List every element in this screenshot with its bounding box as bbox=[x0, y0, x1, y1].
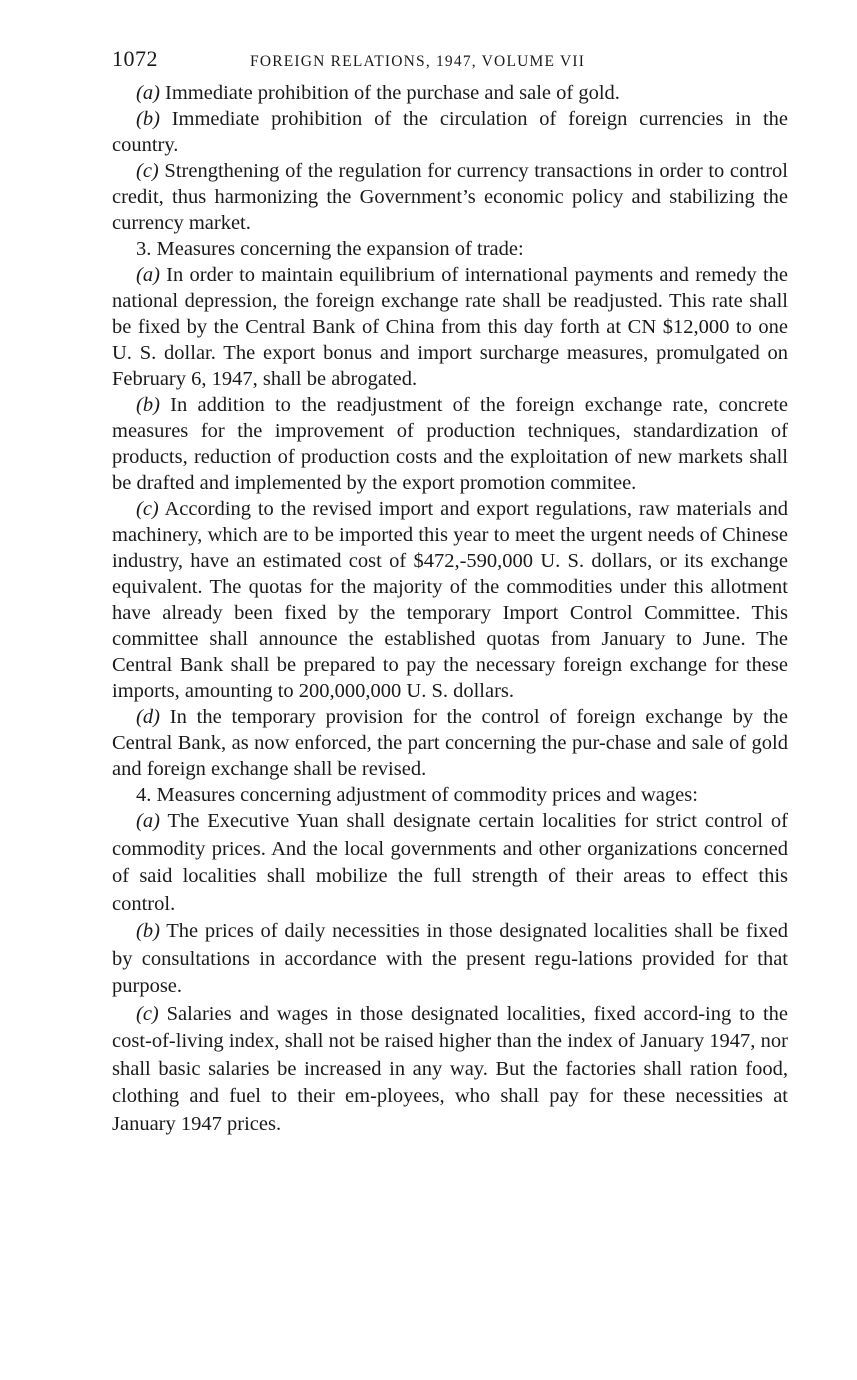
paragraph-text: The Executive Yuan shall designate certain localities for strict control of commodity prices. And the local governments and other organizations concerned of said localities shall mobilize the full strength of their areas to effect this control. bbox=[112, 810, 788, 915]
page-header bbox=[112, 46, 788, 80]
paragraph-text: Immediate prohibition of the purchase and sale of gold. bbox=[159, 82, 620, 104]
paragraph-3b-production bbox=[112, 392, 788, 496]
body-text bbox=[112, 80, 788, 1138]
paragraph-3d-provision bbox=[112, 704, 788, 782]
item-label: (b) bbox=[136, 394, 160, 416]
paragraph-text: In the temporary provision for the control of foreign exchange by the Central Bank, as now enforced, the part concerning the pur-chase and sale of gold and foreign exchange shall be revised. bbox=[112, 706, 788, 780]
paragraph-4c-salaries-wages bbox=[112, 1001, 788, 1139]
item-label: (c) bbox=[136, 498, 159, 520]
document-page bbox=[112, 46, 788, 1138]
section-4-heading bbox=[112, 782, 788, 808]
item-label: (b) bbox=[136, 920, 160, 942]
item-label: (c) bbox=[136, 160, 159, 182]
paragraph-2b-foreign-currencies bbox=[112, 106, 788, 158]
paragraph-text: In order to maintain equilibrium of international payments and remedy the national depression, the foreign exchange rate shall be readjusted. This rate shall be fixed by the Central Bank of China from this day forth at CN $12,000 to one U. S. dollar. The export bonus and import surcharge measures, promulgated on February 6, 1947, shall be abrogated. bbox=[112, 264, 788, 390]
section-3-heading bbox=[112, 236, 788, 262]
page-number: 1072 bbox=[112, 46, 158, 71]
item-label: (b) bbox=[136, 108, 160, 130]
item-label: (a) bbox=[136, 810, 160, 832]
paragraph-2c-currency-regulation bbox=[112, 158, 788, 236]
paragraph-text: Strengthening of the regulation for currency transactions in order to control credit, thus harmonizing the Government’s economic policy and stabilizing the currency market. bbox=[112, 160, 788, 234]
paragraph-4b-daily-necessities bbox=[112, 918, 788, 1001]
item-label: (c) bbox=[136, 1002, 159, 1025]
item-label: (d) bbox=[136, 706, 160, 728]
paragraph-text: Immediate prohibition of the circulation of foreign currencies in the country. bbox=[112, 108, 788, 156]
paragraph-text: Salaries and wages in those designated localities, fixed accord-ing to the cost-of-living index, shall not be raised higher than the index of January 1947, nor shall basic salaries be increased in any way. But the factories shall ration food, clothing and fuel to their em-ployees, who shall pay for these necessities at January 1947 prices. bbox=[112, 1002, 788, 1135]
running-title: FOREIGN RELATIONS, 1947, VOLUME VII bbox=[250, 53, 586, 70]
item-label: (a) bbox=[136, 264, 160, 286]
paragraph-text: In addition to the readjustment of the foreign exchange rate, concrete measures for the improvement of production techniques, standardization of products, reduction of production costs and the exploitation of new markets shall be drafted and implemented by the export promotion commitee. bbox=[112, 394, 788, 494]
paragraph-text: According to the revised import and export regulations, raw materials and machinery, which are to be imported this year to meet the urgent needs of Chinese industry, have an estimated cost of $472,-590,000 U. S. dollars, or its exchange equivalent. The quotas for the majority of the commodities under this allotment have already been fixed by the temporary Import Control Committee. This committee shall announce the established quotas from January to June. The Central Bank shall be prepared to pay the necessary foreign exchange for these imports, amounting to 200,000,000 U. S. dollars. bbox=[112, 498, 788, 702]
paragraph-text: 3. Measures concerning the expansion of trade: bbox=[136, 238, 524, 260]
paragraph-3c-imports bbox=[112, 496, 788, 704]
paragraph-3a-exchange-rate bbox=[112, 262, 788, 392]
paragraph-text: 4. Measures concerning adjustment of commodity prices and wages: bbox=[136, 784, 698, 806]
paragraph-4a-price-control bbox=[112, 808, 788, 918]
item-label: (a) bbox=[136, 82, 160, 104]
paragraph-2a-gold bbox=[112, 80, 788, 106]
paragraph-text: The prices of daily necessities in those designated localities shall be fixed by consultations in accordance with the present regu-lations provided for that purpose. bbox=[112, 920, 788, 997]
